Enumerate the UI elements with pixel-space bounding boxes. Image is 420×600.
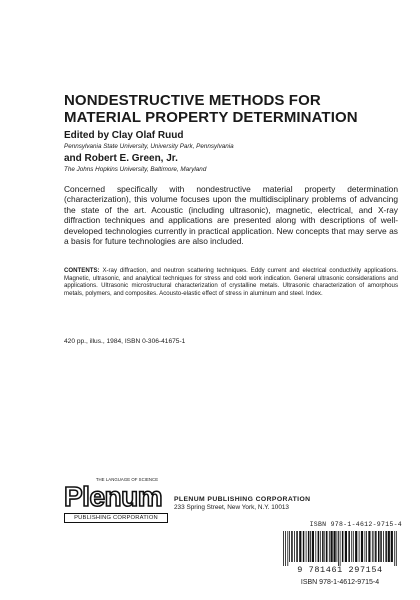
barcode-bar [368, 531, 370, 562]
logo-band: PUBLISHING CORPORATION [64, 513, 168, 523]
editor-affiliation: Pennsylvania State University, University Park, Pennsylvania [64, 143, 234, 150]
barcode-bar [374, 531, 375, 562]
barcode-bar [378, 531, 380, 562]
plenum-logo [64, 476, 168, 524]
contents-label: CONTENTS: [64, 267, 100, 274]
barcode-bar [303, 531, 305, 562]
barcode-bar [338, 531, 339, 566]
barcode-bar [291, 531, 293, 562]
isbn-top: ISBN 978-1-4612-9715-4 [309, 521, 402, 528]
barcode-bar [296, 531, 298, 562]
barcode-bar [394, 531, 395, 566]
barcode-bar [326, 531, 328, 562]
barcode-bar [365, 531, 366, 562]
barcode-bar [294, 531, 295, 562]
barcode-bar [315, 531, 316, 562]
publisher-address: 233 Spring Street, New York, N.Y. 10013 [174, 504, 289, 511]
barcode-bar [383, 531, 384, 562]
publisher-block [174, 496, 394, 512]
editor-block-1 [64, 130, 384, 151]
editor-affiliation: The Johns Hopkins University, Baltimore, Maryland [64, 166, 207, 173]
book-title-line-1: NONDESTRUCTIVE METHODS FOR [64, 92, 321, 109]
contents-text: X-ray diffraction, and neutron scattering techniques. Eddy current and electrical conductivity applications. Magnetic, ultrasonic, and analytical techniques for stress and cold work indication. General ultrasonic considerations and applications. Ultrasonic microstructural characterization of crystalline metals. Ultrasonic characterization of amorphous metals, polymers, and composites. Acousto-elastic effect of stress in aluminum and steel. Index. [64, 267, 398, 297]
book-description: Concerned specifically with nondestructive material property determination (characterization), this volume focuses upon the multidisciplinary problems of advancing the state of the art. Acoustic (including ultrasonic), magnetic, electrical, and X-ray diffraction techniques and applications are presented along with descriptions of well-developed technologies currently in practical application. New concepts that may serve as a basis for future technologies are also included. [64, 184, 398, 247]
barcode-bar [340, 531, 341, 566]
barcode-bar [283, 531, 284, 566]
barcode-bar [337, 531, 338, 562]
barcode-bar [306, 531, 307, 562]
barcode-bar [334, 531, 336, 562]
barcode-bar [385, 531, 387, 562]
barcode-bar [348, 531, 350, 562]
logo-brand: Plenum [64, 481, 163, 512]
barcode-bar [355, 531, 357, 562]
barcode-bar [396, 531, 397, 566]
barcode-bar [320, 531, 321, 562]
barcode-bar [372, 531, 373, 562]
barcode-bar [345, 531, 347, 562]
barcode-bar [312, 531, 314, 562]
barcode-bar [375, 531, 377, 562]
barcode-bar [287, 531, 288, 566]
isbn-bottom: ISBN 978-1-4612-9715-4 [300, 579, 380, 586]
barcode-bar [289, 531, 290, 562]
editor-block-2 [64, 153, 384, 174]
book-title [64, 92, 404, 126]
barcode-bar [388, 531, 390, 562]
barcode-bar [353, 531, 354, 562]
barcode-image [282, 531, 398, 566]
barcode-bar [299, 531, 301, 562]
barcode-bar [324, 531, 325, 562]
editor-name: and Robert E. Green, Jr. [64, 153, 178, 164]
barcode-bar [380, 531, 382, 562]
logo-tagline: THE LANGUAGE OF SCIENCE [95, 477, 159, 482]
barcode-bar [391, 531, 393, 562]
barcode-bar [329, 531, 330, 562]
editor-name: Edited by Clay Olaf Ruud [64, 130, 184, 141]
barcode-bar [331, 531, 333, 562]
barcode-bar [366, 531, 367, 562]
publication-info: 420 pp., illus., 1984, ISBN 0-306-41675-1 [64, 338, 186, 345]
barcode-bar [359, 531, 360, 562]
book-title-line-2: MATERIAL PROPERTY DETERMINATION [64, 109, 358, 126]
barcode-bar [351, 531, 352, 562]
barcode-bar [361, 531, 363, 562]
barcode-bar [308, 531, 310, 562]
barcode-bar [342, 531, 344, 562]
barcode-bar [285, 531, 286, 566]
barcode-bar [322, 531, 324, 562]
contents-paragraph [64, 267, 398, 297]
barcode-bar [318, 531, 320, 562]
publisher-name: PLENUM PUBLISHING CORPORATION [174, 496, 311, 503]
barcode-digits: 9 781461 297154 [297, 565, 383, 575]
barcode-bar [310, 531, 311, 562]
